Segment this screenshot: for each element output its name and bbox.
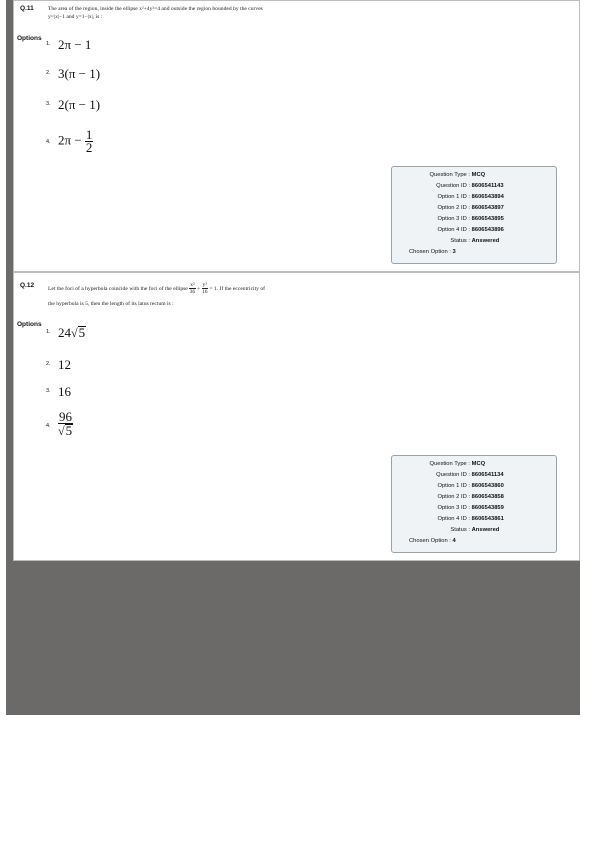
info-label: Chosen Option : xyxy=(409,538,451,544)
question-number: Q.11 xyxy=(20,5,34,12)
question-info-panel xyxy=(391,166,557,264)
question-stem: Let the foci of a hyperbola coincide with the foci of the ellipse $\frac{\text{x²}}{36}$ + $\frac{\text{y²}}{16}$ = 1. If the eccentricity of the hyperbola is 5, then the length of its latus rectum is : xyxy=(48,282,408,308)
question-number: Q.12 xyxy=(20,282,35,289)
fraction-numerator: x² xyxy=(190,282,195,288)
info-label: Option 1 ID : xyxy=(437,483,470,489)
question-stem-line: y=|x|−1 and y=1−|x|, is : xyxy=(48,14,103,20)
option-text xyxy=(58,411,73,437)
option-number: 2. xyxy=(46,361,51,367)
status-value: Answered xyxy=(471,527,500,533)
option-number: 2. xyxy=(46,70,51,76)
fraction xyxy=(189,282,195,295)
info-label: Question ID : xyxy=(436,183,470,189)
fraction-numerator: 1 xyxy=(85,127,93,142)
info-label: Option 3 ID : xyxy=(437,216,470,222)
info-label: Chosen Option : xyxy=(409,249,451,255)
sqrt-radicand: 5 xyxy=(78,325,86,340)
option-number: 1. xyxy=(46,329,51,335)
info-label: Status : xyxy=(450,238,470,244)
options-label: Options xyxy=(17,35,42,42)
option-text-prefix: 2π − xyxy=(58,132,85,148)
question-id-value: 8606541134 xyxy=(471,472,504,478)
question-stem-line: the hyperbola is 5, then the length of its latus rectum is : xyxy=(48,301,174,307)
info-label: Question Type : xyxy=(429,461,470,467)
option-text: 16 xyxy=(58,384,71,399)
question-id-value: 8606541143 xyxy=(471,183,504,189)
info-label: Option 2 ID : xyxy=(437,205,470,211)
option-text: 12 xyxy=(58,357,71,372)
option-number: 4. xyxy=(46,139,51,145)
question-stem-text: Let the foci of a hyperbola coincide with the foci of the ellipse xyxy=(48,285,188,292)
options-label: Options xyxy=(17,321,42,328)
option-id-value: 8606543859 xyxy=(471,505,504,511)
option-id-value: 8606543861 xyxy=(471,516,504,522)
option-number: 1. xyxy=(46,41,51,47)
question-info-panel xyxy=(391,455,557,553)
fraction-denominator: 36 xyxy=(189,289,196,295)
option-text: 24√5 xyxy=(58,325,86,340)
option-number: 4. xyxy=(46,423,51,429)
info-label: Option 2 ID : xyxy=(437,494,470,500)
info-label: Option 4 ID : xyxy=(437,227,470,233)
option-number: 3. xyxy=(46,388,51,394)
question-type-value: MCQ xyxy=(471,172,486,178)
option-id-value: 8606543860 xyxy=(471,483,504,489)
option-number: 3. xyxy=(46,101,51,107)
question-stem xyxy=(48,5,378,21)
info-label: Option 1 ID : xyxy=(437,194,470,200)
info-label: Question Type : xyxy=(429,172,470,178)
sqrt-radicand: 5 xyxy=(65,423,73,438)
fraction xyxy=(202,282,208,295)
option-text-prefix: 24 xyxy=(58,325,71,340)
status-value: Answered xyxy=(471,238,500,244)
fraction xyxy=(85,129,94,154)
info-label: Option 3 ID : xyxy=(437,505,470,511)
option-id-value: 8606543858 xyxy=(471,494,504,500)
option-text xyxy=(58,129,93,154)
option-id-value: 8606543894 xyxy=(471,194,504,200)
option-text: 3(π − 1) xyxy=(58,66,101,81)
option-id-value: 8606543895 xyxy=(471,216,504,222)
chosen-option-value: 4 xyxy=(452,538,456,544)
fraction: $\frac{96}{√5}$ xyxy=(58,409,73,438)
option-id-value: 8606543896 xyxy=(471,227,504,233)
fraction-numerator: y² xyxy=(202,282,207,288)
fraction-denominator: 16 xyxy=(202,289,208,295)
question-type-value: MCQ xyxy=(471,461,486,467)
question-stem-text: = 1. If the eccentricity of xyxy=(209,285,266,292)
chosen-option-value: 3 xyxy=(452,249,456,255)
fraction-denominator: 2 xyxy=(85,140,93,155)
question-stem-line: The area of the region, inside the ellipse x²+4y²=4 and outside the region bounded by the curves xyxy=(48,6,263,12)
option-id-value: 8606543897 xyxy=(471,205,504,211)
info-label: Status : xyxy=(450,527,470,533)
fraction-numerator: 96 xyxy=(59,409,73,424)
option-text: 2π − 1 xyxy=(58,37,92,52)
info-label: Question ID : xyxy=(436,472,470,478)
info-label: Option 4 ID : xyxy=(437,516,470,522)
option-text: 2(π − 1) xyxy=(58,97,101,112)
